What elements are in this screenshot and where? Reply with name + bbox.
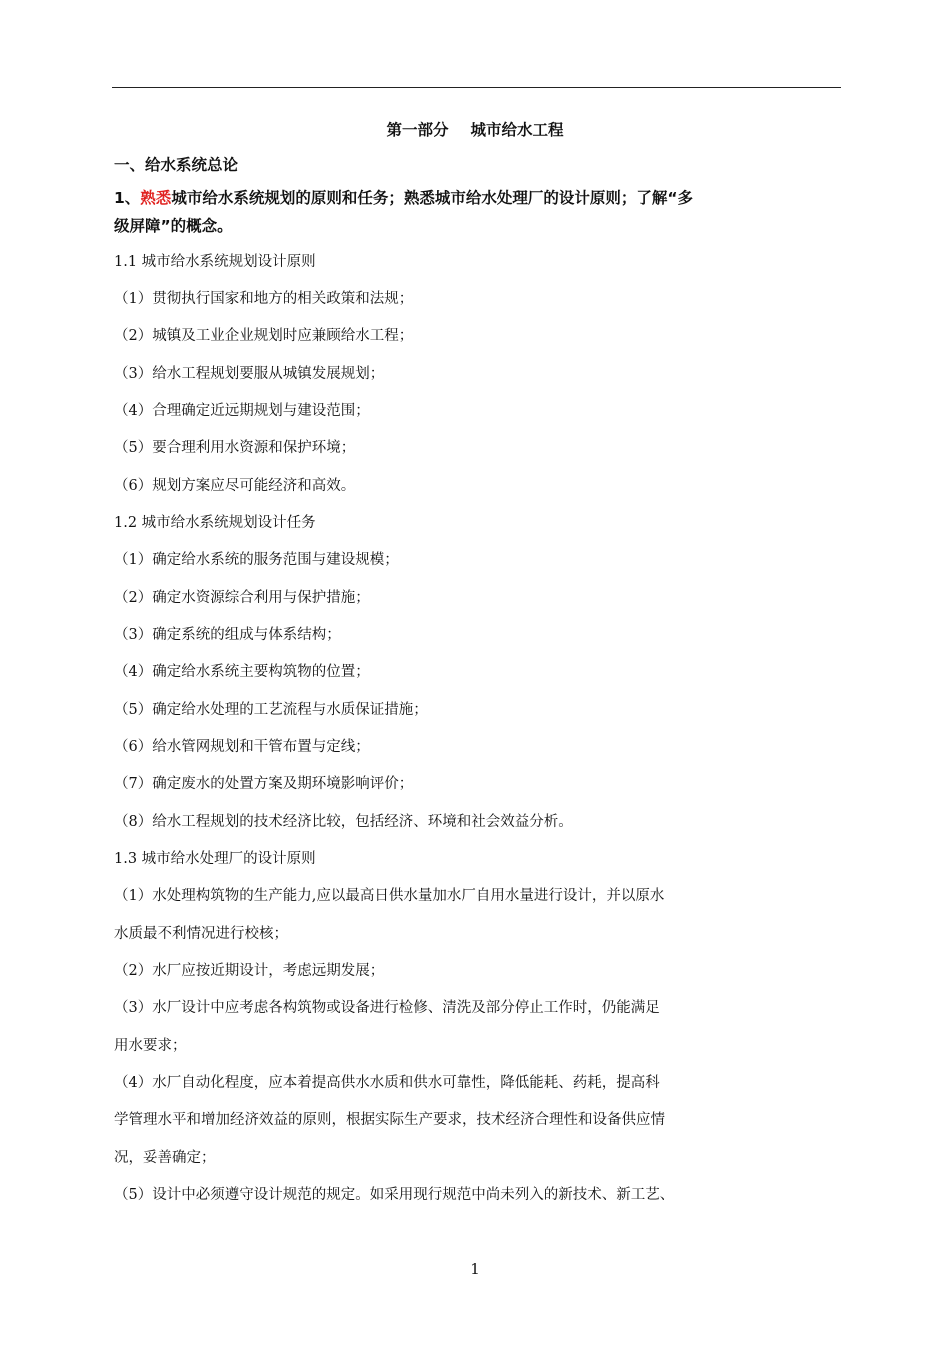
list-item: （6）规划方案应尽可能经济和高效。 — [114, 478, 356, 494]
paragraph-line: 用水要求； — [114, 1038, 187, 1054]
paragraph-line: 学管理水平和增加经济效益的原则，根据实际生产要求，技术经济合理性和设备供应情 — [114, 1112, 665, 1128]
title-name: 城市给水工程 — [470, 121, 564, 139]
page-number: 1 — [470, 1260, 480, 1278]
list-item: （3）给水工程规划要服从城镇发展规划； — [114, 366, 385, 382]
paragraph-line: （2）水厂应按近期设计，考虑远期发展； — [114, 963, 385, 979]
list-item: （2）确定水资源综合利用与保护措施； — [114, 590, 370, 606]
list-item: （2）城镇及工业企业规划时应兼顾给水工程； — [114, 328, 414, 344]
list-item: （8）给水工程规划的技术经济比较，包括经济、环境和社会效益分析。 — [114, 814, 573, 830]
list-item: （6）给水管网规划和干管布置与定线； — [114, 739, 370, 755]
list-item: （5）确定给水处理的工艺流程与水质保证措施； — [114, 702, 428, 718]
item1-text: 城市给水系统规划的原则和任务；熟悉城市给水处理厂的设计原则；了解“多 — [171, 189, 694, 207]
list-item: （4）确定给水系统主要构筑物的位置； — [114, 664, 370, 680]
subsection-1-2-heading: 1.2 城市给水系统规划设计任务 — [114, 515, 316, 531]
item1-number: 1、 — [114, 189, 141, 207]
paragraph-line: （3）水厂设计中应考虑各构筑物或设备进行检修、清洗及部分停止工作时，仍能满足 — [114, 1000, 660, 1016]
subsection-1-1-heading: 1.1 城市给水系统规划设计原则 — [114, 254, 316, 270]
section-heading: 一、给水系统总论 — [114, 156, 239, 174]
paragraph-line: （1）水处理构筑物的生产能力,应以最高日供水量加水厂自用水量进行设计，并以原水 — [114, 888, 665, 904]
paragraph-line: （5）设计中必须遵守设计规范的规定。如采用现行规范中尚未列入的新技术、新工艺、 — [114, 1187, 675, 1203]
title-part: 第一部分 — [386, 121, 449, 139]
item1-line2: 级屏障”的概念。 — [114, 217, 233, 235]
list-item: （1）确定给水系统的服务范围与建设规模； — [114, 552, 399, 568]
item1-highlight: 熟悉 — [140, 189, 172, 207]
list-item: （4）合理确定近远期规划与建设范围； — [114, 403, 370, 419]
list-item: （7）确定废水的处置方案及期环境影响评价； — [114, 776, 414, 792]
paragraph-line: 水质最不利情况进行校核； — [114, 926, 288, 942]
subsection-1-3-heading: 1.3 城市给水处理厂的设计原则 — [114, 851, 316, 867]
list-item: （5）要合理利用水资源和保护环境； — [114, 440, 356, 456]
list-item: （1）贯彻执行国家和地方的相关政策和法规； — [114, 291, 414, 307]
paragraph-line: 况，妥善确定； — [114, 1150, 216, 1166]
list-item: （3）确定系统的组成与体系结构； — [114, 627, 341, 643]
page-title — [0, 118, 950, 140]
paragraph-line: （4）水厂自动化程度，应本着提高供水水质和供水可靠性，降低能耗、药耗，提高科 — [114, 1075, 660, 1091]
header-rule — [112, 87, 841, 88]
item1-line1 — [114, 186, 693, 208]
